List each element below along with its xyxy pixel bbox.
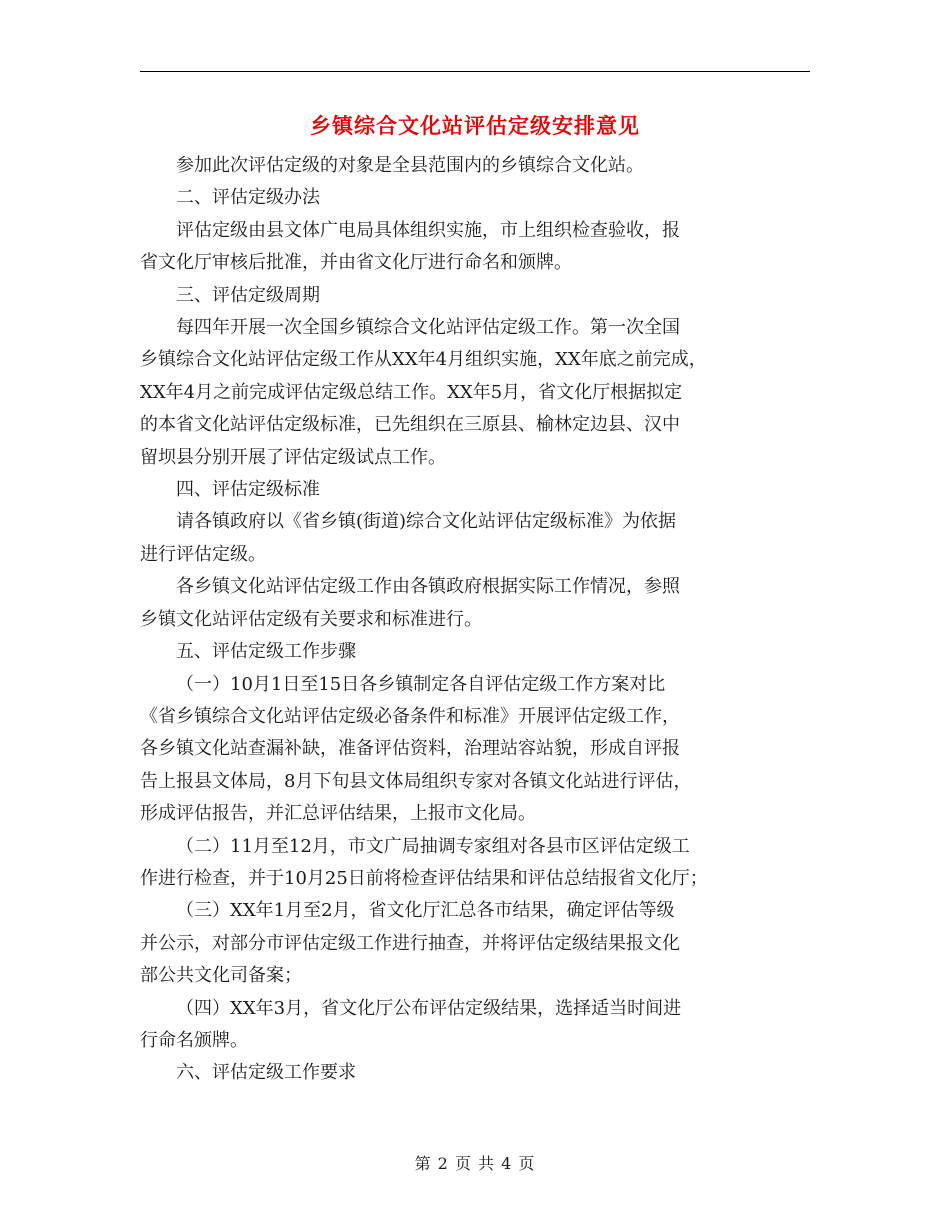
text-line: 乡镇综合文化站评估定级工作从XX年4月组织实施，XX年底之前完成， [140,349,707,371]
text-line: 行命名颁牌。 [140,1029,248,1051]
section-heading [140,636,810,668]
text-line: XX年4月之前完成评估定级总结工作。XX年5月，省文化厅根据拟定 [140,381,683,403]
text-line: 各乡镇文化站评估定级工作由各镇政府根据实际工作情况，参照 [176,576,680,598]
text-line: 的本省文化站评估定级标准，已先组织在三原县、榆林定边县、汉中 [140,414,680,436]
paragraph [140,993,810,1058]
text-line: 每四年开展一次全国乡镇综合文化站评估定级工作。第一次全国 [176,317,680,339]
text-line: 部公共文化司备案； [140,965,302,987]
paragraph [140,669,810,831]
paragraph [140,150,810,182]
text-line: （三）XX年1月至2月，省文化厅汇总各市结果，确定评估等级 [176,900,675,922]
section-heading [140,1057,810,1089]
text-line: （四）XX年3月，省文化厅公布评估定级结果，选择适当时间进 [176,997,682,1019]
text-line: 告上报县文体局，8月下旬县文体局组织专家对各镇文化站进行评估， [140,770,692,792]
text-line: 并公示，对部分市评估定级工作进行抽查，并将评估定级结果报文化 [140,932,680,954]
section-heading [140,280,810,312]
text-line: 各乡镇文化站查漏补缺，准备评估资料，治理站容站貌，形成自评报 [140,738,680,760]
paragraph [140,506,810,571]
text-line: 三、评估定级周期 [176,284,320,306]
paragraph [140,895,810,992]
text-line: 请各镇政府以《省乡镇(街道)综合文化站评估定级标准》为依据 [176,511,677,533]
text-line: 五、评估定级工作步骤 [176,641,356,663]
text-line: 进行评估定级。 [140,543,266,565]
paragraph [140,831,810,896]
page-footer: 第 2 页 共 4 页 [414,1154,536,1173]
section-heading [140,474,810,506]
text-line: 省文化厅审核后批准，并由省文化厅进行命名和颁牌。 [140,252,572,274]
text-line: 乡镇文化站评估定级有关要求和标准进行。 [140,608,482,630]
text-line: 作进行检查，并于10月25日前将检查评估结果和评估总结报省文化厅； [140,867,708,889]
text-line: 留坝县分别开展了评估定级试点工作。 [140,446,446,468]
text-line: 四、评估定级标准 [176,479,320,501]
section-heading [140,182,810,214]
text-line: 评估定级由县文体广电局具体组织实施，市上组织检查验收，报 [176,219,680,241]
paragraph [140,571,810,636]
text-line: 二、评估定级办法 [176,187,320,209]
header-rule [140,71,810,72]
paragraph [140,312,810,474]
text-line: 《省乡镇综合文化站评估定级必备条件和标准》开展评估定级工作， [140,705,680,727]
paragraph [140,215,810,280]
document-title: 乡镇综合文化站评估定级安排意见 [310,113,640,138]
text-line: 形成评估报告，并汇总评估结果，上报市文化局。 [140,803,536,825]
text-line: （二）11月至12月，市文广局抽调专家组对各县市区评估定级工 [176,835,690,857]
text-line: 参加此次评估定级的对象是全县范围内的乡镇综合文化站。 [176,155,644,176]
document-body [140,150,810,1090]
text-line: （一）10月1日至15日各乡镇制定各自评估定级工作方案对比 [176,673,666,695]
text-line: 六、评估定级工作要求 [176,1062,356,1084]
